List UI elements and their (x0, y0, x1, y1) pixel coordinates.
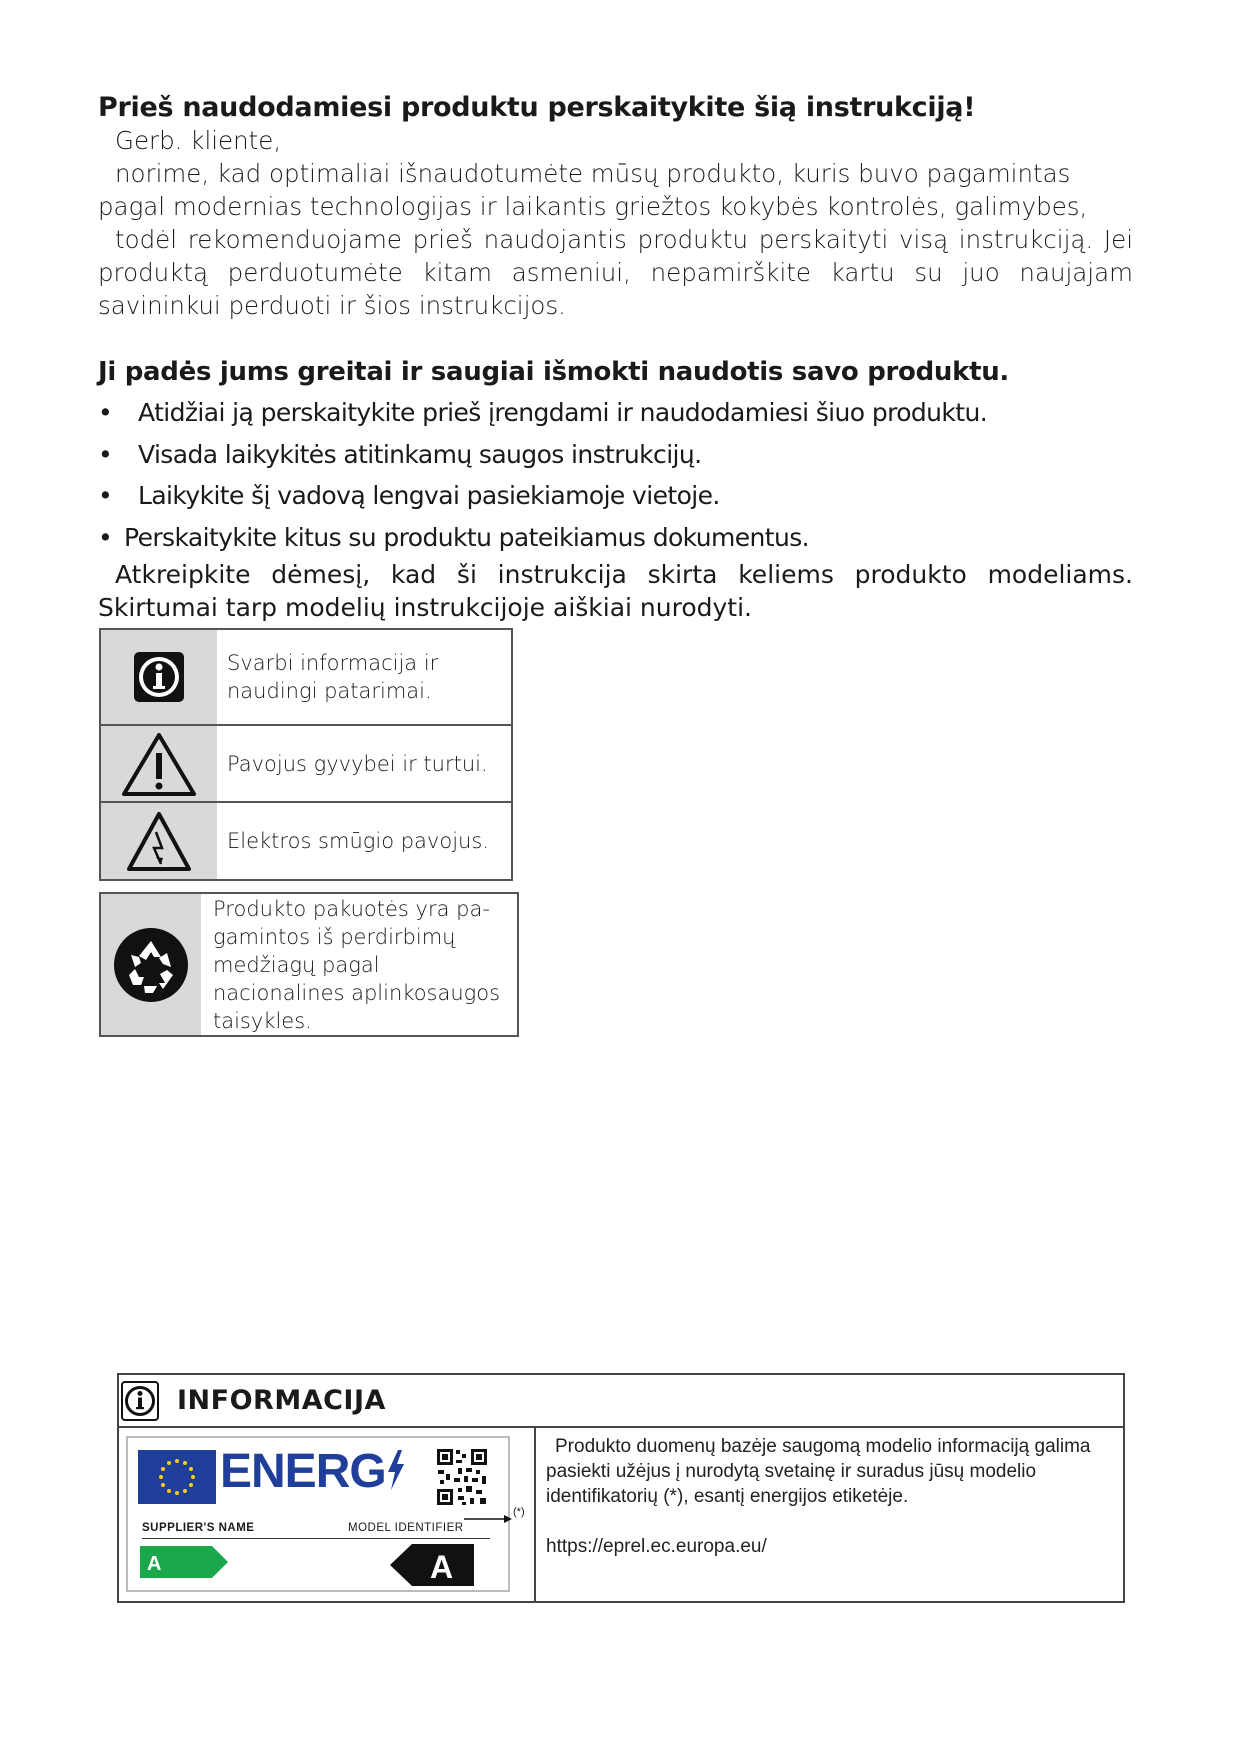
bullet-dot: • (98, 481, 113, 510)
recycle-box (99, 892, 519, 1037)
intro-paragraph-2: todėl rekomenduojame prieš naudojantis produktu perskaityti visą instrukciją. Jei produktą perduotumėte kitam asmeniui, nepamirškite kartu su juo naujajam savininkui perduoti ir šios instrukcijos. (98, 225, 1133, 320)
information-header (119, 1375, 1123, 1428)
symbol-electric-text: Elektros smūgio pavojus. (227, 829, 489, 853)
information-text (536, 1428, 1123, 1601)
energy-class-green-arrow (140, 1546, 228, 1578)
model-identifier: MODEL IDENTIFIER (348, 1522, 464, 1534)
recycle-icon (113, 927, 189, 1003)
energy-logo-text: ENERG (220, 1445, 386, 1498)
warning-icon (121, 731, 197, 797)
recycle-text: Produkto pakuotės yra pa-gamintos iš perdirbimų medžiagų pagal nacionalines aplinkosaugos taisykles. (213, 896, 501, 1033)
eu-flag-icon (138, 1450, 216, 1504)
intro-paragraph-1: norime, kad optimaliai išnaudotumėte mūsų produkto, kuris buvo pagamintas pagal modernias technologijas ir laikantis griežtos kokybės kontrolės, galimybes, (98, 159, 1088, 221)
energy-class-black-letter: A (430, 1549, 454, 1585)
information-box (117, 1373, 1125, 1603)
model-arrow-icon (464, 1514, 512, 1524)
bullet-dot: • (98, 522, 113, 552)
bullet-dot: • (98, 398, 113, 427)
info-icon (131, 649, 187, 705)
energy-label-cell (119, 1428, 536, 1601)
greeting: Gerb. kliente, (115, 126, 282, 155)
qr-code-icon (436, 1448, 488, 1506)
list-item (98, 517, 1138, 559)
list-item (98, 434, 1138, 476)
lightning-icon (386, 1450, 406, 1490)
information-title: INFORMACIJA (177, 1385, 386, 1416)
electric-shock-icon (126, 810, 192, 872)
symbol-row-info (101, 630, 511, 726)
energy-label (126, 1436, 510, 1592)
list-item (98, 392, 1138, 434)
info-icon (121, 1381, 159, 1421)
models-note: Atkreipkite dėmesį, kad ši instrukcija skirta keliems produkto modeliams. Skirtumai tarp modelių instrukcijoje aiškiai nurodyti. (98, 560, 1133, 622)
energy-class-green-letter: A (147, 1553, 162, 1575)
bullet-text: Laikykite šį vadovą lengvai pasiekiamoje vietoje. (138, 481, 720, 510)
bullet-text: Perskaitykite kitus su produktu pateikiamus dokumentus. (124, 522, 810, 552)
symbol-warning-text: Pavojus gyvybei ir turtui. (227, 751, 488, 776)
bullet-text: Visada laikykitės atitinkamų saugos instrukcijų. (138, 439, 702, 469)
bullet-text: Atidžiai ją perskaitykite prieš įrengdami ir naudodamiesi šiuo produktu. (138, 398, 988, 427)
symbol-row-warning (101, 726, 511, 803)
symbol-info-text: Svarbi informacija ir naudingi patarimai. (227, 651, 439, 703)
eprel-link[interactable]: https://eprel.ec.europa.eu/ (546, 1536, 767, 1557)
model-asterisk: (*) (513, 1506, 525, 1518)
bullet-dot: • (98, 439, 113, 469)
information-description: Produkto duomenų bazėje saugomą modelio informaciją galima pasiekti užėjus į nurodytą svetainę ir suradus jūsų modelio identifikatorių (*), esantį energijos etiketėje. (546, 1436, 1091, 1507)
supplier-name: SUPPLIER'S NAME (142, 1522, 255, 1534)
list-item (98, 475, 1138, 517)
symbol-row-electric (101, 803, 511, 879)
page-heading: Prieš naudodamiesi produktu perskaitykite šią instrukciją! (98, 92, 976, 123)
energy-class-black-arrow (390, 1544, 474, 1586)
bullet-list (98, 392, 1138, 558)
symbols-table (99, 628, 513, 881)
section-heading: Ji padės jums greitai ir saugiai išmokti naudotis savo produktu. (98, 357, 1010, 387)
intro-paragraphs (98, 124, 1133, 322)
